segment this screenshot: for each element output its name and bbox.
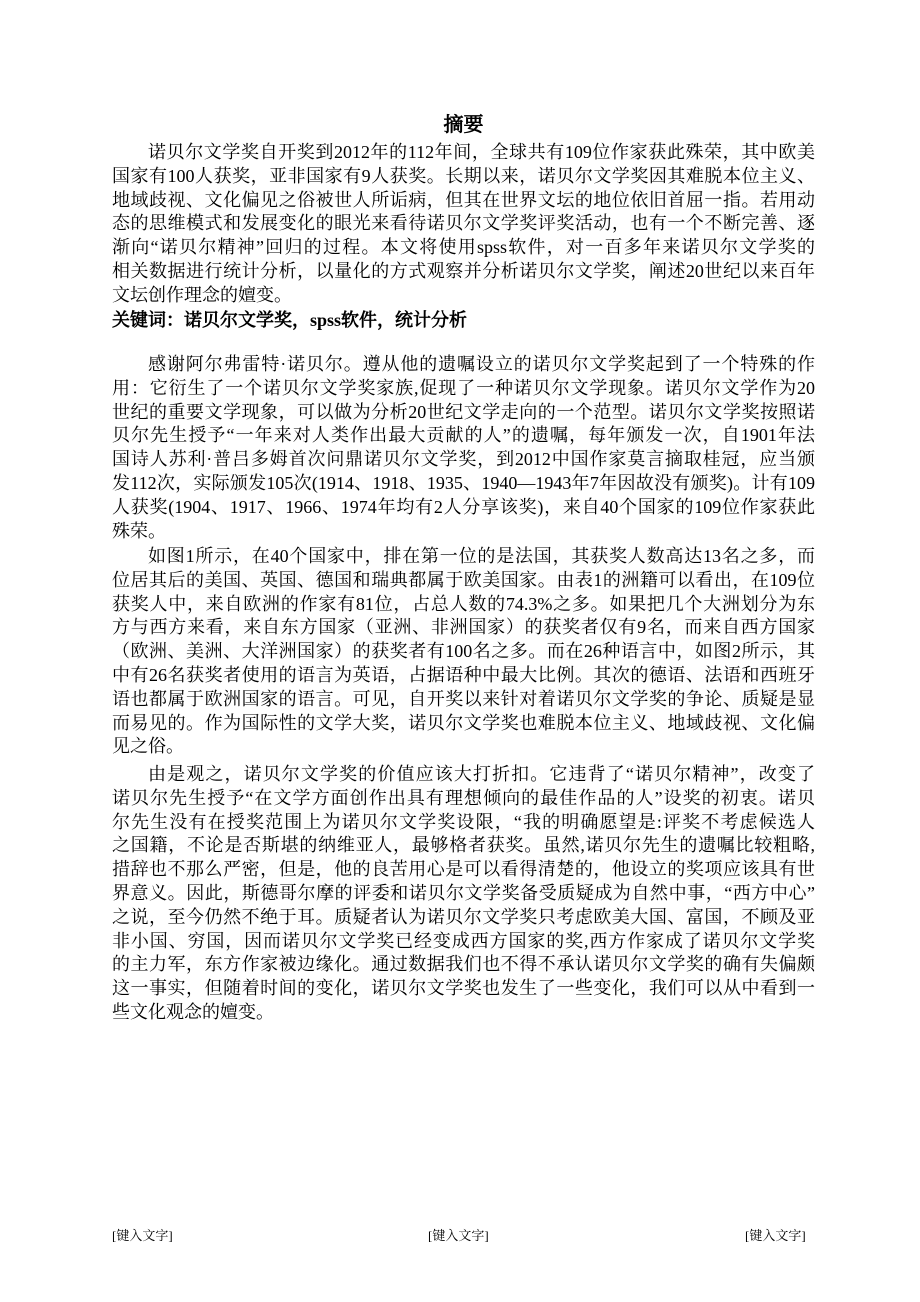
text-line: 些文化观念的嬗变。 [112,1001,274,1022]
abstract-paragraph [112,141,815,308]
page-title: 摘要 [443,114,484,136]
text-line: 语也都属于欧洲国家的语言。可见，自开奖以来针对着诺贝尔文学奖的争论、质疑是显 [112,688,815,709]
text-line: 诺贝尔先生授予“在文学方面创作出具有理想倾向的最佳作品的人”设奖的初衷。诺贝 [112,787,815,808]
text-line: 感谢阿尔弗雷特·诺贝尔。遵从他的遗嘱设立的诺贝尔文学奖起到了一个特殊的作 [148,354,815,374]
text-line: 渐向“诺贝尔精神”回归的过程。本文将使用spss软件，对一百多年来诺贝尔文学奖的 [112,237,815,258]
text-line: 态的思维模式和发展变化的眼光来看待诺贝尔文学奖评奖活动，也有一个不断完善、逐 [112,213,815,234]
body-paragraph-3 [112,763,815,1025]
text-line: 世纪的重要文学现象，可以做为分析20世纪文学走向的一个范型。诺贝尔文学奖按照诺 [112,401,815,422]
keywords: 关键词：诺贝尔文学奖，spss软件，统计分析 [112,310,468,330]
text-line: 尔先生没有在授奖范围上为诺贝尔文学奖设限，“我的明确愿望是:评奖不考虑候选人 [112,811,815,832]
text-line: 而易见的。作为国际性的文学大奖，诺贝尔文学奖也难脱本位主义、地域歧视、文化偏 [112,712,815,733]
text-line: 人获奖(1904、1917、1966、1974年均有2人分享该奖)，来自40个国家的109位作家获此 [112,496,815,517]
text-line: 地域歧视、文化偏见之俗被世人所诟病，但其在世界文坛的地位依旧首屈一指。若用动 [112,189,815,210]
text-line: 措辞也不那么严密，但是，他的良苦用心是可以看得清楚的，他设立的奖项应该具有世 [112,859,815,880]
text-line: 文坛创作理念的嬗变。 [112,284,292,305]
text-line: 国诗人苏利·普吕多姆首次问鼎诺贝尔文学奖，到2012中国作家莫言摘取桂冠，应当颁 [112,449,815,470]
body-paragraph-2 [112,545,815,759]
footer-center-placeholder[interactable]: [键入文字] [428,1228,489,1243]
footer-right-placeholder[interactable]: [键入文字] [745,1228,806,1243]
text-line: 获奖人中，来自欧洲的作家有81位，占总人数的74.3%之多。如果把几个大洲划分为东 [112,593,815,614]
text-line: 用：它衍生了一个诺贝尔文学奖家族,促现了一种诺贝尔文学现象。诺贝尔文学作为20 [112,377,815,398]
footer-left-placeholder[interactable]: [键入文字] [112,1228,173,1243]
text-line: 中有26名获奖者使用的语言为英语，占据语种中最大比例。其次的德语、法语和西班牙 [112,664,815,685]
text-line: 非小国、穷国，因而诺贝尔文学奖已经变成西方国家的奖,西方作家成了诺贝尔文学奖 [112,930,815,951]
text-line: （欧洲、美洲、大洋洲国家）的获奖者有100名之多。而在26种语言中，如图2所示，其 [112,641,815,662]
text-line: 界意义。因此，斯德哥尔摩的评委和诺贝尔文学奖备受质疑成为自然中事，“西方中心” [112,882,815,903]
text-line: 之国籍，不论是否斯堪的纳维亚人，最够格者获奖。虽然,诺贝尔先生的遗嘱比较粗略, [112,835,815,856]
text-line: 诺贝尔文学奖自开奖到2012年的112年间，全球共有109位作家获此殊荣，其中欧美 [148,142,815,162]
text-line: 位居其后的美国、英国、德国和瑞典都属于欧美国家。由表1的洲籍可以看出，在109位 [112,569,815,590]
text-line: 方与西方来看，来自东方国家（亚洲、非洲国家）的获奖者仅有9名，而来自西方国家 [112,617,815,638]
text-line: 发112次，实际颁发105次(1914、1918、1935、1940—1943年7年因故没有颁奖)。计有109 [112,472,815,493]
text-line: 见之俗。 [112,736,184,757]
text-line: 之说，至今仍然不绝于耳。质疑者认为诺贝尔文学奖只考虑欧美大国、富国，不顾及亚 [112,906,815,927]
text-line: 国家有100人获奖，亚非国家有9人获奖。长期以来，诺贝尔文学奖因其难脱本位主义、 [112,165,815,186]
text-line: 这一事实，但随着时间的变化，诺贝尔文学奖也发生了一些变化，我们可以从中看到一 [112,978,815,999]
text-line: 相关数据进行统计分析，以量化的方式观察并分析诺贝尔文学奖，阐述20世纪以来百年 [112,260,815,281]
body-paragraph-1 [112,353,815,543]
text-line: 殊荣。 [112,520,166,541]
text-line: 的主力军，东方作家被边缘化。通过数据我们也不得不承认诺贝尔文学奖的确有失偏颇 [112,954,815,975]
text-line: 贝尔先生授予“一年来对人类作出最大贡献的人”的遗嘱，每年颁发一次，自1901年法 [112,425,815,446]
text-line: 如图1所示，在40个国家中，排在第一位的是法国，其获奖人数高达13名之多，而 [148,546,815,566]
text-line: 由是观之，诺贝尔文学奖的价值应该大打折扣。它违背了“诺贝尔精神”，改变了 [148,764,815,784]
